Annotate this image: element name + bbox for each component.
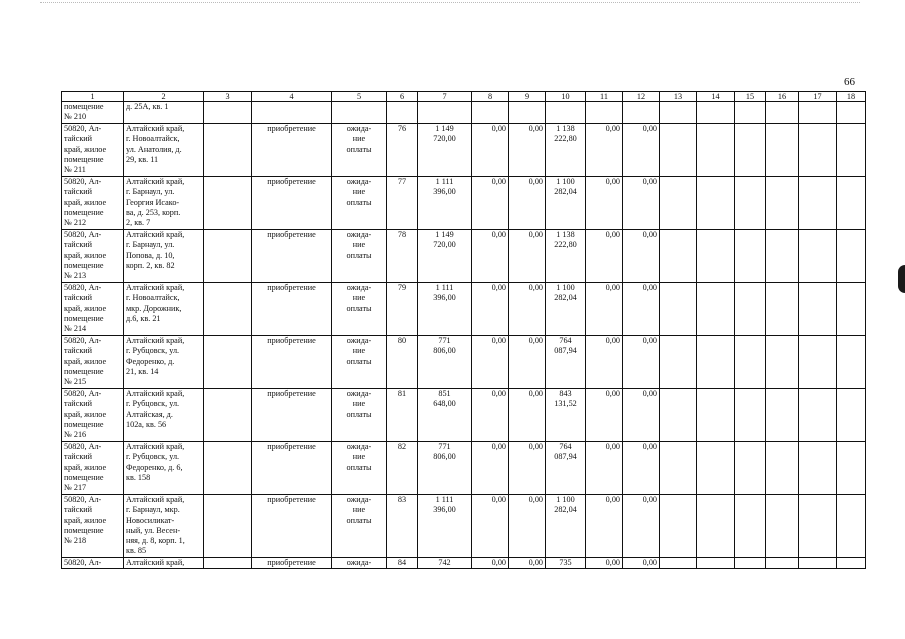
cell-col-1: 50820, Ал- тайский край, жилое помещение № 217 — [62, 442, 124, 495]
column-header-2: 2 — [124, 92, 204, 102]
cell-col-1: 50820, Ал- тайский край, жилое помещение № 213 — [62, 230, 124, 283]
cell-col-2: Алтайский край, г. Новоалтайск, мкр. Дорожник, д.6, кв. 21 — [124, 283, 204, 336]
cell-col-18 — [837, 495, 866, 558]
cell-col-15 — [735, 495, 766, 558]
column-header-11: 11 — [586, 92, 623, 102]
cell-col-15 — [735, 102, 766, 124]
cell-col-6: 78 — [387, 230, 418, 283]
cell-col-11: 0,00 — [586, 495, 623, 558]
cell-col-17 — [799, 124, 837, 177]
cell-col-18 — [837, 102, 866, 124]
cell-col-1: 50820, Ал- тайский край, жилое помещение № 211 — [62, 124, 124, 177]
cell-col-12: 0,00 — [623, 177, 660, 230]
cell-col-6: 79 — [387, 283, 418, 336]
page-number: 66 — [844, 76, 855, 88]
cell-col-8: 0,00 — [472, 495, 509, 558]
cell-col-4: приобретение — [252, 124, 332, 177]
cell-col-14 — [697, 336, 735, 389]
cell-col-3 — [204, 283, 252, 336]
cell-col-8: 0,00 — [472, 442, 509, 495]
cell-col-12: 0,00 — [623, 283, 660, 336]
cell-col-9: 0,00 — [509, 442, 546, 495]
cell-col-10: 1 138 222,80 — [546, 230, 586, 283]
cell-col-1: 50820, Ал- тайский край, жилое помещение № 214 — [62, 283, 124, 336]
cell-col-13 — [660, 230, 697, 283]
cell-col-18 — [837, 442, 866, 495]
cell-col-17 — [799, 389, 837, 442]
registry-table — [61, 91, 866, 569]
cell-col-5: ожида- ние оплаты — [332, 124, 387, 177]
table-row — [62, 283, 866, 336]
table-row — [62, 177, 866, 230]
cell-col-7: 1 111 396,00 — [418, 177, 472, 230]
cell-col-18 — [837, 283, 866, 336]
cell-col-9 — [509, 102, 546, 124]
table-row-continued — [62, 102, 866, 124]
column-header-5: 5 — [332, 92, 387, 102]
cell-col-7: 771 806,00 — [418, 442, 472, 495]
cell-col-16 — [766, 442, 799, 495]
cell-col-8: 0,00 — [472, 124, 509, 177]
cell-col-12 — [623, 102, 660, 124]
column-header-17: 17 — [799, 92, 837, 102]
cell-col-12: 0,00 — [623, 336, 660, 389]
cell-col-7: 1 111 396,00 — [418, 495, 472, 558]
column-header-16: 16 — [766, 92, 799, 102]
cell-col-14 — [697, 230, 735, 283]
cell-col-4: приобретение — [252, 177, 332, 230]
cell-col-3 — [204, 177, 252, 230]
cell-col-13 — [660, 177, 697, 230]
cell-col-1: 50820, Ал- — [62, 558, 124, 569]
cell-col-15 — [735, 177, 766, 230]
cell-col-7: 1 149 720,00 — [418, 124, 472, 177]
column-header-10: 10 — [546, 92, 586, 102]
cell-col-2: Алтайский край, г. Рубцовск, ул. Федоренко, д. 21, кв. 14 — [124, 336, 204, 389]
cell-col-15 — [735, 442, 766, 495]
cell-col-9: 0,00 — [509, 283, 546, 336]
cell-col-10: 1 100 282,04 — [546, 283, 586, 336]
column-header-9: 9 — [509, 92, 546, 102]
cell-col-5: ожида- ние оплаты — [332, 230, 387, 283]
cell-col-14 — [697, 124, 735, 177]
cell-col-17 — [799, 336, 837, 389]
cell-col-12: 0,00 — [623, 389, 660, 442]
cell-col-1: 50820, Ал- тайский край, жилое помещение № 216 — [62, 389, 124, 442]
cell-col-11: 0,00 — [586, 230, 623, 283]
cell-col-4: приобретение — [252, 442, 332, 495]
cell-col-8: 0,00 — [472, 283, 509, 336]
cell-col-2: Алтайский край, г. Барнаул, ул. Попова, д. 10, корп. 2, кв. 82 — [124, 230, 204, 283]
cell-col-11: 0,00 — [586, 124, 623, 177]
cell-col-8: 0,00 — [472, 336, 509, 389]
column-header-18: 18 — [837, 92, 866, 102]
cell-col-8: 0,00 — [472, 177, 509, 230]
column-header-14: 14 — [697, 92, 735, 102]
cell-col-4: приобретение — [252, 283, 332, 336]
cell-col-9: 0,00 — [509, 336, 546, 389]
cell-col-10: 843 131,52 — [546, 389, 586, 442]
cell-col-4: приобретение — [252, 389, 332, 442]
cell-col-14 — [697, 495, 735, 558]
cell-col-4: приобретение — [252, 495, 332, 558]
cell-col-3 — [204, 495, 252, 558]
cell-col-5: ожида- ние оплаты — [332, 389, 387, 442]
cell-col-6: 80 — [387, 336, 418, 389]
cell-col-12: 0,00 — [623, 495, 660, 558]
cell-col-11: 0,00 — [586, 177, 623, 230]
cell-col-18 — [837, 389, 866, 442]
cell-col-11: 0,00 — [586, 283, 623, 336]
cell-col-16 — [766, 336, 799, 389]
cell-col-6: 76 — [387, 124, 418, 177]
cell-col-3 — [204, 230, 252, 283]
cell-col-4 — [252, 102, 332, 124]
cell-col-12: 0,00 — [623, 230, 660, 283]
binding-hole-mark — [898, 265, 905, 293]
cell-col-1: помещение № 210 — [62, 102, 124, 124]
cell-col-2: Алтайский край, г. Рубцовск, ул. Федоренко, д. 6, кв. 158 — [124, 442, 204, 495]
cell-col-4: приобретение — [252, 336, 332, 389]
cell-col-10: 1 138 222,80 — [546, 124, 586, 177]
cell-col-3 — [204, 558, 252, 569]
cell-col-6: 83 — [387, 495, 418, 558]
cell-col-8: 0,00 — [472, 558, 509, 569]
cell-col-10: 764 087,94 — [546, 336, 586, 389]
cell-col-17 — [799, 102, 837, 124]
column-header-4: 4 — [252, 92, 332, 102]
cell-col-14 — [697, 389, 735, 442]
cell-col-8 — [472, 102, 509, 124]
cell-col-4: приобретение — [252, 230, 332, 283]
cell-col-2: Алтайский край, г. Новоалтайск, ул. Анатолия, д. 29, кв. 11 — [124, 124, 204, 177]
cell-col-16 — [766, 283, 799, 336]
cell-col-18 — [837, 177, 866, 230]
cell-col-10: 1 100 282,04 — [546, 177, 586, 230]
cell-col-12: 0,00 — [623, 558, 660, 569]
cell-col-7 — [418, 102, 472, 124]
cell-col-17 — [799, 495, 837, 558]
table-row — [62, 442, 866, 495]
cell-col-8: 0,00 — [472, 389, 509, 442]
cell-col-15 — [735, 230, 766, 283]
column-header-8: 8 — [472, 92, 509, 102]
cell-col-6: 82 — [387, 442, 418, 495]
cell-col-13 — [660, 124, 697, 177]
cell-col-16 — [766, 124, 799, 177]
cell-col-13 — [660, 336, 697, 389]
cell-col-4: приобретение — [252, 558, 332, 569]
cell-col-12: 0,00 — [623, 442, 660, 495]
cell-col-17 — [799, 230, 837, 283]
cell-col-1: 50820, Ал- тайский край, жилое помещение № 215 — [62, 336, 124, 389]
cell-col-3 — [204, 336, 252, 389]
table-body — [62, 102, 866, 569]
cell-col-17 — [799, 283, 837, 336]
cell-col-8: 0,00 — [472, 230, 509, 283]
table-row — [62, 389, 866, 442]
cell-col-7: 1 111 396,00 — [418, 283, 472, 336]
scan-artifact-line — [40, 2, 860, 3]
cell-col-10: 1 100 282,04 — [546, 495, 586, 558]
cell-col-2: Алтайский край, г. Барнаул, мкр. Новосиликат- ный, ул. Весен- няя, д. 8, корп. 1, кв. 85 — [124, 495, 204, 558]
cell-col-7: 742 — [418, 558, 472, 569]
cell-col-5: ожида- — [332, 558, 387, 569]
table-row — [62, 336, 866, 389]
cell-col-2: д. 25А, кв. 1 — [124, 102, 204, 124]
cell-col-11 — [586, 102, 623, 124]
cell-col-9: 0,00 — [509, 495, 546, 558]
cell-col-5: ожида- ние оплаты — [332, 177, 387, 230]
column-header-1: 1 — [62, 92, 124, 102]
cell-col-16 — [766, 495, 799, 558]
cell-col-14 — [697, 102, 735, 124]
cell-col-14 — [697, 442, 735, 495]
header-row — [62, 92, 866, 102]
cell-col-15 — [735, 389, 766, 442]
column-header-7: 7 — [418, 92, 472, 102]
column-header-3: 3 — [204, 92, 252, 102]
cell-col-18 — [837, 230, 866, 283]
cell-col-17 — [799, 558, 837, 569]
cell-col-2: Алтайский край, г. Рубцовск, ул. Алтайская, д. 102а, кв. 56 — [124, 389, 204, 442]
cell-col-11: 0,00 — [586, 336, 623, 389]
cell-col-13 — [660, 102, 697, 124]
cell-col-5: ожида- ние оплаты — [332, 442, 387, 495]
cell-col-17 — [799, 442, 837, 495]
cell-col-16 — [766, 558, 799, 569]
column-header-12: 12 — [623, 92, 660, 102]
cell-col-5: ожида- ние оплаты — [332, 495, 387, 558]
cell-col-11: 0,00 — [586, 558, 623, 569]
cell-col-15 — [735, 336, 766, 389]
cell-col-15 — [735, 124, 766, 177]
cell-col-13 — [660, 495, 697, 558]
cell-col-14 — [697, 558, 735, 569]
cell-col-1: 50820, Ал- тайский край, жилое помещение № 218 — [62, 495, 124, 558]
cell-col-15 — [735, 558, 766, 569]
cell-col-9: 0,00 — [509, 177, 546, 230]
cell-col-2: Алтайский край, г. Барнаул, ул. Георгия Исако- ва, д. 253, корп. 2, кв. 7 — [124, 177, 204, 230]
cell-col-7: 1 149 720,00 — [418, 230, 472, 283]
cell-col-13 — [660, 558, 697, 569]
cell-col-12: 0,00 — [623, 124, 660, 177]
cell-col-11: 0,00 — [586, 389, 623, 442]
column-header-13: 13 — [660, 92, 697, 102]
cell-col-5 — [332, 102, 387, 124]
cell-col-18 — [837, 558, 866, 569]
cell-col-2: Алтайский край, — [124, 558, 204, 569]
cell-col-9: 0,00 — [509, 389, 546, 442]
table-row — [62, 230, 866, 283]
cell-col-16 — [766, 177, 799, 230]
cell-col-6: 81 — [387, 389, 418, 442]
cell-col-16 — [766, 102, 799, 124]
cell-col-11: 0,00 — [586, 442, 623, 495]
cell-col-5: ожида- ние оплаты — [332, 283, 387, 336]
cell-col-10: 764 087,94 — [546, 442, 586, 495]
cell-col-3 — [204, 102, 252, 124]
cell-col-16 — [766, 389, 799, 442]
cell-col-9: 0,00 — [509, 558, 546, 569]
cell-col-7: 771 806,00 — [418, 336, 472, 389]
cell-col-17 — [799, 177, 837, 230]
cell-col-5: ожида- ние оплаты — [332, 336, 387, 389]
cell-col-1: 50820, Ал- тайский край, жилое помещение № 212 — [62, 177, 124, 230]
column-header-6: 6 — [387, 92, 418, 102]
cell-col-3 — [204, 389, 252, 442]
cell-col-13 — [660, 442, 697, 495]
cell-col-3 — [204, 442, 252, 495]
cell-col-10: 735 — [546, 558, 586, 569]
cell-col-14 — [697, 177, 735, 230]
cell-col-13 — [660, 389, 697, 442]
table-row — [62, 124, 866, 177]
cell-col-6: 77 — [387, 177, 418, 230]
column-header-15: 15 — [735, 92, 766, 102]
cell-col-7: 851 648,00 — [418, 389, 472, 442]
cell-col-18 — [837, 336, 866, 389]
cell-col-6: 84 — [387, 558, 418, 569]
cell-col-13 — [660, 283, 697, 336]
cell-col-6 — [387, 102, 418, 124]
cell-col-15 — [735, 283, 766, 336]
cell-col-16 — [766, 230, 799, 283]
cell-col-18 — [837, 124, 866, 177]
cell-col-9: 0,00 — [509, 230, 546, 283]
table-row — [62, 495, 866, 558]
table-row-partial — [62, 558, 866, 569]
cell-col-3 — [204, 124, 252, 177]
cell-col-9: 0,00 — [509, 124, 546, 177]
cell-col-14 — [697, 283, 735, 336]
cell-col-10 — [546, 102, 586, 124]
